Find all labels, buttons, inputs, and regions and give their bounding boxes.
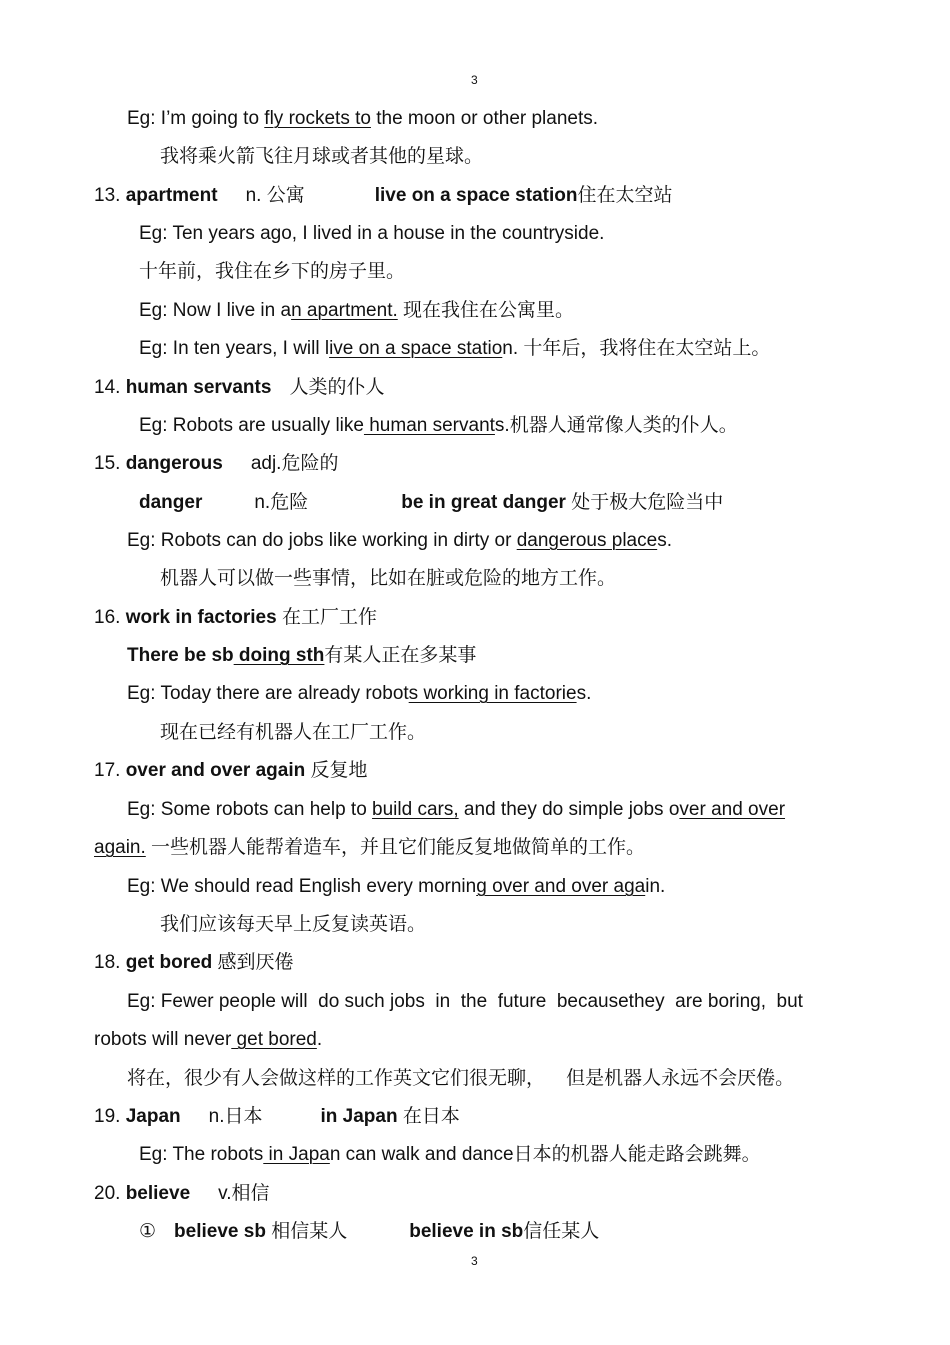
entry-number: 20. [94, 1183, 126, 1204]
entry-meaning: 人类的仆人 [289, 377, 385, 398]
phrase-meaning: 住在太空站 [577, 185, 673, 206]
example-sentence [127, 107, 598, 131]
entry-number: 18. [94, 952, 126, 973]
vocab-entry-19 [94, 1105, 460, 1129]
text: s. [576, 683, 592, 704]
vocab-entry-17 [94, 759, 368, 783]
translation: 我们应该每天早上反复读英语。 [160, 914, 427, 935]
phrase: believe in sb [409, 1221, 524, 1242]
text: Eg: In ten years, I will l [139, 338, 330, 359]
example-sentence-continued [94, 836, 645, 860]
entry-number: 17. [94, 760, 126, 781]
underlined-phrase: ver and over [679, 799, 786, 820]
entry-word: dangerous [125, 453, 223, 474]
entry-number: 15. [94, 453, 126, 474]
text: Eg: Some robots can help to [127, 799, 373, 820]
text: Eg: Robots are usually like [139, 415, 364, 436]
text: n. 十年后，我将住在太空站上。 [502, 338, 771, 359]
entry-meaning: 反复地 [305, 760, 368, 781]
example-sentence [127, 529, 672, 553]
translation: 我将乘火箭飞往月球或者其他的星球。 [160, 146, 484, 167]
pattern: There be sb [127, 645, 234, 666]
translation: 将在，很少有人会做这样的工作英文它们很无聊， 但是机器人永远不会厌倦。 [127, 1068, 795, 1089]
text: Eg: Today there are already robot [127, 683, 409, 704]
example-sentence: Eg: Ten years ago, I lived in a house in the countryside. [139, 223, 605, 244]
underlined-phrase: fly rockets to [264, 108, 371, 129]
phrase-meaning: 处于极大危险当中 [565, 492, 724, 513]
example-sentence [139, 337, 770, 361]
example-sentence: Eg: Fewer people will do such jobs in the future becausethey are boring, but [127, 991, 803, 1012]
vocab-subentry [139, 491, 723, 515]
part-of-speech: n. [245, 185, 262, 206]
underlined-phrase: dangerous place [516, 530, 658, 551]
underlined-phrase: doing sth [233, 645, 325, 666]
example-sentence [139, 1143, 761, 1167]
entry-word: work in factories [125, 607, 277, 628]
entry-number: 16. [94, 607, 126, 628]
text: s.机器人通常像人类的仆人。 [494, 415, 738, 436]
vocab-entry-13 [94, 184, 672, 208]
underlined-phrase: ive on a space statio [329, 338, 503, 359]
usage-list-item [139, 1220, 599, 1244]
text: Eg: I’m going to [127, 108, 265, 129]
example-sentence [127, 798, 785, 822]
vocab-entry-14 [94, 376, 384, 400]
sentence-pattern [127, 644, 476, 668]
text: and they do simple jobs o [458, 799, 680, 820]
entry-meaning: v.相信 [218, 1183, 270, 1204]
pattern-meaning: 有某人正在多某事 [324, 645, 477, 666]
text: 现在我住在公寓里。 [397, 300, 575, 321]
entry-meaning: 公寓 [266, 185, 305, 206]
page-number-bottom: 3 [471, 1254, 478, 1268]
text: Eg: The robots [139, 1144, 264, 1165]
example-sentence-continued [94, 1028, 322, 1052]
example-sentence [127, 682, 591, 706]
underlined-phrase: get bored [231, 1029, 317, 1050]
phrase-meaning: 相信某人 [265, 1221, 348, 1242]
example-sentence [139, 299, 574, 323]
vocab-entry-18 [94, 951, 294, 975]
underlined-phrase: g over and over aga [476, 876, 646, 897]
text: Eg: Now I live in a [139, 300, 292, 321]
text: 一些机器人能帮着造车，并且它们能反复地做简单的工作。 [145, 837, 646, 858]
entry-word: believe [125, 1183, 191, 1204]
text: the moon or other planets. [370, 108, 599, 129]
entry-meaning: adj.危险的 [250, 453, 339, 474]
phrase: in Japan [320, 1106, 398, 1127]
underlined-phrase: human servant [363, 415, 495, 436]
entry-word: danger [139, 492, 203, 513]
entry-word: human servants [125, 377, 272, 398]
entry-number: 13. [94, 185, 126, 206]
entry-number: 19. [94, 1106, 126, 1127]
text: Eg: Robots can do jobs like working in dirty or [127, 530, 517, 551]
entry-word: get bored [125, 952, 213, 973]
vocab-entry-15 [94, 452, 338, 476]
phrase-meaning: 信任某人 [523, 1221, 600, 1242]
entry-meaning: 在工厂工作 [276, 607, 377, 628]
entry-meaning: n.危险 [254, 492, 309, 513]
entry-meaning: n.日本 [208, 1106, 263, 1127]
entry-number: 14. [94, 377, 126, 398]
text: in. [645, 876, 666, 897]
example-sentence [127, 875, 665, 899]
text: s. [657, 530, 672, 551]
underlined-phrase: build cars, [372, 799, 459, 820]
underlined-phrase: in Japa [263, 1144, 330, 1165]
text: robots will never [94, 1029, 232, 1050]
phrase-meaning: 在日本 [397, 1106, 460, 1127]
text: Eg: We should read English every mornin [127, 876, 477, 897]
phrase: be in great danger [401, 492, 566, 513]
text: . [316, 1029, 323, 1050]
entry-word: over and over again [125, 760, 306, 781]
circled-number: ① [139, 1221, 157, 1242]
entry-word: Japan [125, 1106, 181, 1127]
page-number-top: 3 [471, 73, 478, 87]
entry-word: apartment [125, 185, 218, 206]
vocab-entry-16 [94, 606, 377, 630]
translation: 机器人可以做一些事情，比如在脏或危险的地方工作。 [160, 568, 617, 589]
translation: 现在已经有机器人在工厂工作。 [160, 722, 427, 743]
text: n can walk and dance日本的机器人能走路会跳舞。 [329, 1144, 761, 1165]
phrase: believe sb [174, 1221, 266, 1242]
translation: 十年前，我住在乡下的房子里。 [139, 261, 406, 282]
entry-meaning: 感到厌倦 [212, 952, 294, 973]
vocab-entry-20 [94, 1182, 270, 1206]
example-sentence [139, 414, 738, 438]
underlined-phrase: again. [94, 837, 146, 858]
underlined-phrase: s working in factorie [408, 683, 577, 704]
underlined-phrase: n apartment. [291, 300, 398, 321]
phrase: live on a space station [374, 185, 578, 206]
